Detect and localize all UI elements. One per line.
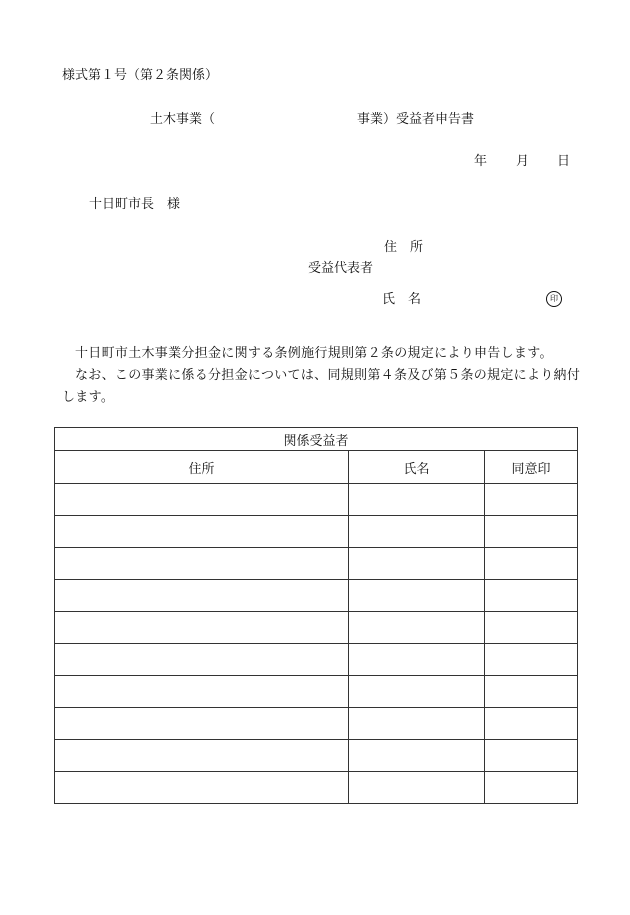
table-row	[55, 708, 578, 740]
table-row	[55, 516, 578, 548]
table-row	[55, 772, 578, 804]
consent-seal-cell[interactable]	[485, 740, 578, 772]
name-cell[interactable]	[349, 644, 485, 676]
consent-seal-cell[interactable]	[485, 484, 578, 516]
name-cell[interactable]	[349, 548, 485, 580]
consent-seal-cell[interactable]	[485, 612, 578, 644]
table-row	[55, 484, 578, 516]
consent-seal-cell[interactable]	[485, 516, 578, 548]
address-cell[interactable]	[55, 516, 349, 548]
document-title-prefix: 土木事業（	[150, 112, 216, 127]
consent-seal-cell[interactable]	[485, 580, 578, 612]
table-body	[55, 484, 578, 804]
consent-seal-cell[interactable]	[485, 644, 578, 676]
consent-seal-cell[interactable]	[485, 548, 578, 580]
address-label: 住 所	[384, 240, 424, 255]
name-label: 氏 名	[382, 292, 422, 307]
address-cell[interactable]	[55, 580, 349, 612]
table-row	[55, 644, 578, 676]
address-cell[interactable]	[55, 772, 349, 804]
address-cell[interactable]	[55, 612, 349, 644]
date-month-label: 月	[516, 154, 530, 169]
date-day-label: 日	[557, 154, 571, 169]
document-title-suffix: 事業）受益者申告書	[357, 112, 475, 127]
name-cell[interactable]	[349, 612, 485, 644]
table-row	[55, 548, 578, 580]
address-cell[interactable]	[55, 644, 349, 676]
body-paragraph-2: なお、この事業に係る分担金については、同規則第４条及び第５条の規定により納付します。	[62, 368, 581, 405]
name-cell[interactable]	[349, 708, 485, 740]
table-row	[55, 612, 578, 644]
name-cell[interactable]	[349, 676, 485, 708]
address-cell[interactable]	[55, 708, 349, 740]
name-cell[interactable]	[349, 740, 485, 772]
name-cell[interactable]	[349, 580, 485, 612]
beneficiaries-table	[54, 427, 578, 804]
date-year-label: 年	[474, 154, 488, 169]
table-row	[55, 676, 578, 708]
consent-seal-cell[interactable]	[485, 772, 578, 804]
column-header-address: 住所	[55, 451, 349, 484]
address-cell[interactable]	[55, 484, 349, 516]
representative-label: 受益代表者	[308, 261, 374, 276]
consent-seal-cell[interactable]	[485, 676, 578, 708]
column-header-consent-seal: 同意印	[485, 451, 578, 484]
name-cell[interactable]	[349, 484, 485, 516]
form-number: 様式第１号（第２条関係）	[62, 68, 219, 83]
address-cell[interactable]	[55, 676, 349, 708]
name-cell[interactable]	[349, 772, 485, 804]
table-row	[55, 740, 578, 772]
table-caption: 関係受益者	[55, 428, 578, 451]
table-row	[55, 580, 578, 612]
column-header-name: 氏名	[349, 451, 485, 484]
seal-mark-icon: 印	[546, 291, 562, 307]
consent-seal-cell[interactable]	[485, 708, 578, 740]
body-paragraph-1: 十日町市土木事業分担金に関する条例施行規則第２条の規定により申告します。	[75, 346, 553, 361]
name-cell[interactable]	[349, 516, 485, 548]
body-text	[62, 343, 582, 409]
address-cell[interactable]	[55, 548, 349, 580]
address-cell[interactable]	[55, 740, 349, 772]
addressee: 十日町市長 様	[89, 197, 181, 212]
